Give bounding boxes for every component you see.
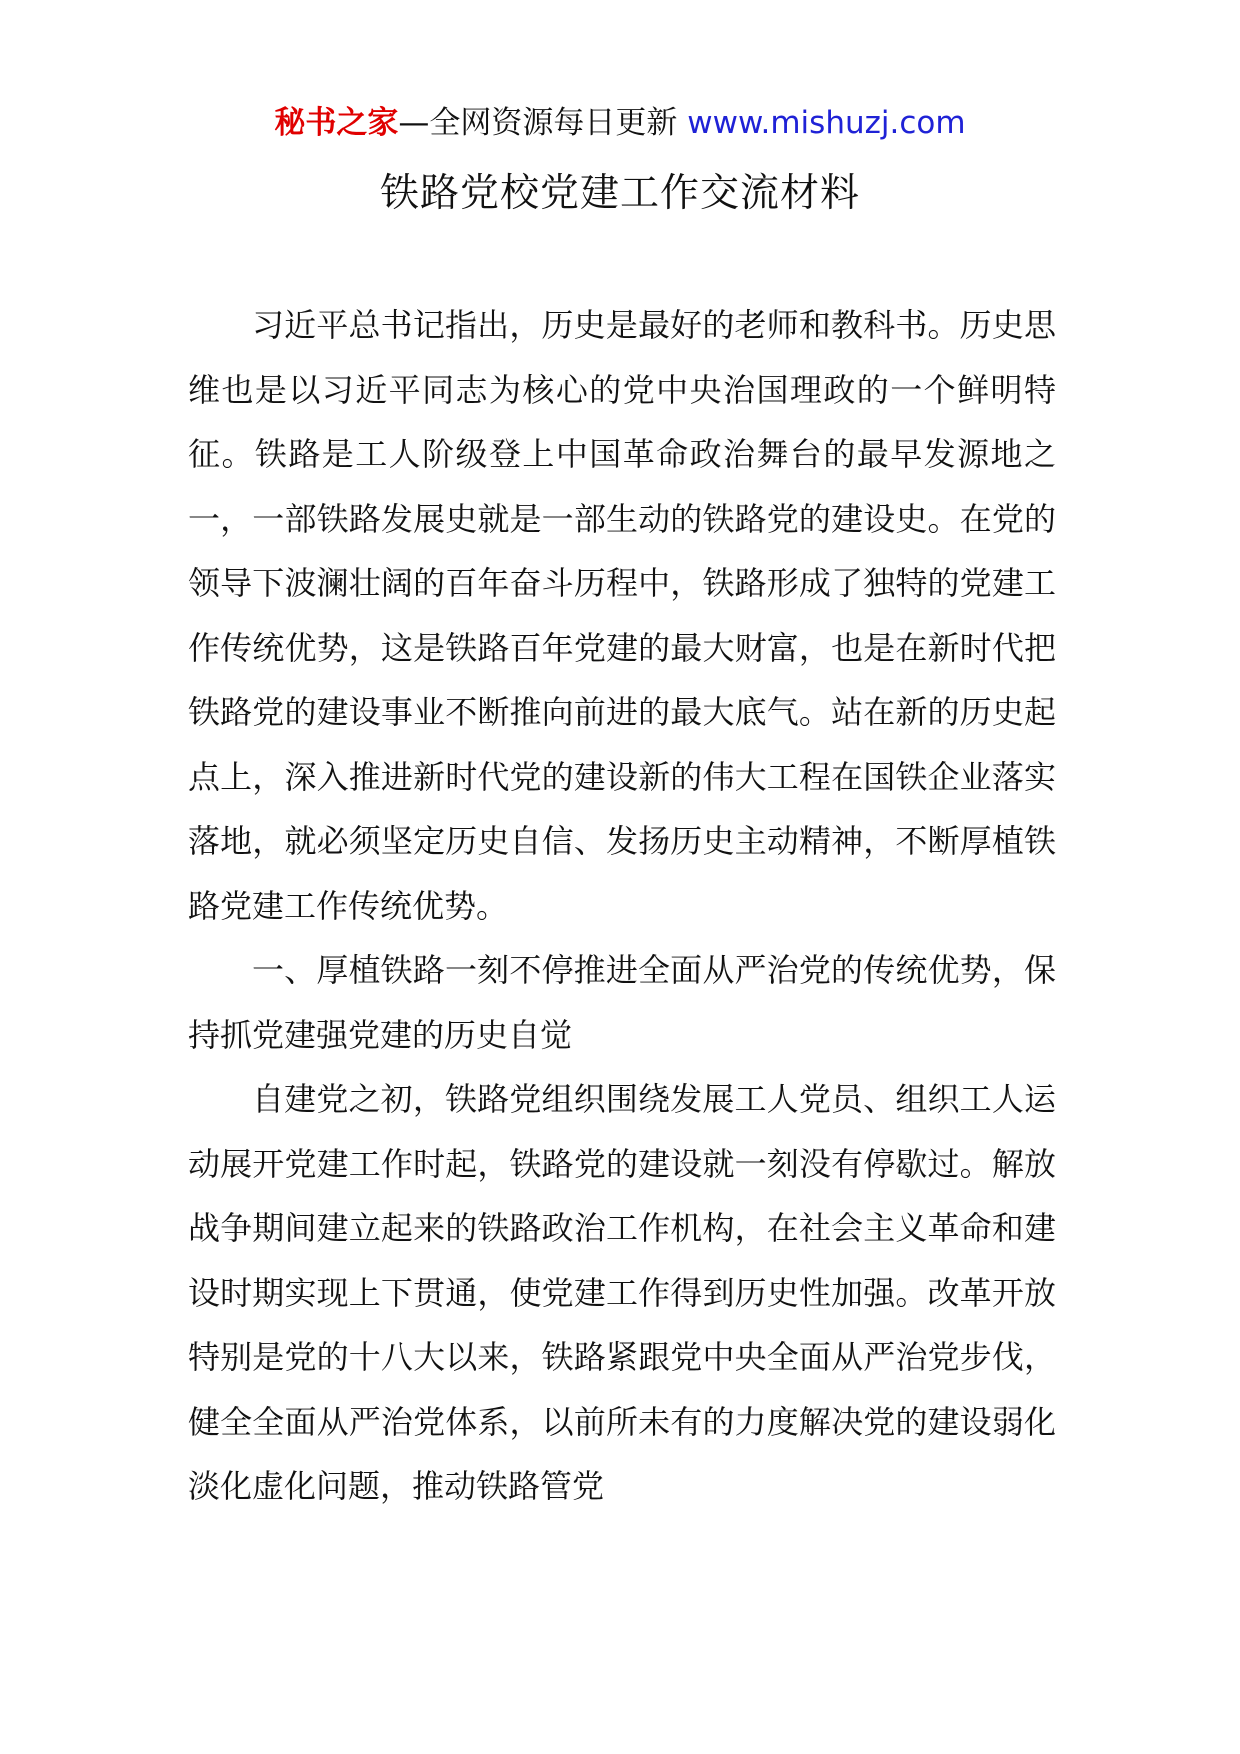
brand-name: 秘书之家 [274,105,399,141]
header-tagline: —全网资源每日更新 [398,105,688,141]
site-header [0,100,1240,146]
section-heading-1: 一、厚植铁路一刻不停推进全面从严治党的传统优势，保持抓党建强党建的历史自觉 [188,951,1056,1054]
section-1-paragraph: 自建党之初，铁路党组织围绕发展工人党员、组织工人运动展开党建工作时起，铁路党的建设就一刻没有停歇过。解放战争期间建立起来的铁路政治工作机构，在社会主义革命和建设时期实现上下贯通，使党建工作得到历史性加强。改革开放特别是党的十八大以来，铁路紧跟党中央全面从严治党步伐，健全全面从严治党体系，以前所未有的力度解决党的建设弱化淡化虚化问题，推动铁路管党 [188,1080,1056,1505]
intro-paragraph: 习近平总书记指出，历史是最好的老师和教科书。历史思维也是以习近平同志为核心的党中央治国理政的一个鲜明特征。铁路是工人阶级登上中国革命政治舞台的最早发源地之一，一部铁路发展史就是一部生动的铁路党的建设史。在党的领导下波澜壮阔的百年奋斗历程中，铁路形成了独特的党建工作传统优势，这是铁路百年党建的最大财富，也是在新时代把铁路党的建设事业不断推向前进的最大底气。站在新的历史起点上，深入推进新时代党的建设新的伟大工程在国铁企业落实落地，就必须坚定历史自信、发扬历史主动精神，不断厚植铁路党建工作传统优势。 [188,306,1056,925]
document-title: 铁路党校党建工作交流材料 [379,171,860,216]
document-body [188,293,1056,1519]
site-url-link[interactable]: www.mishuzj.com [687,105,966,141]
